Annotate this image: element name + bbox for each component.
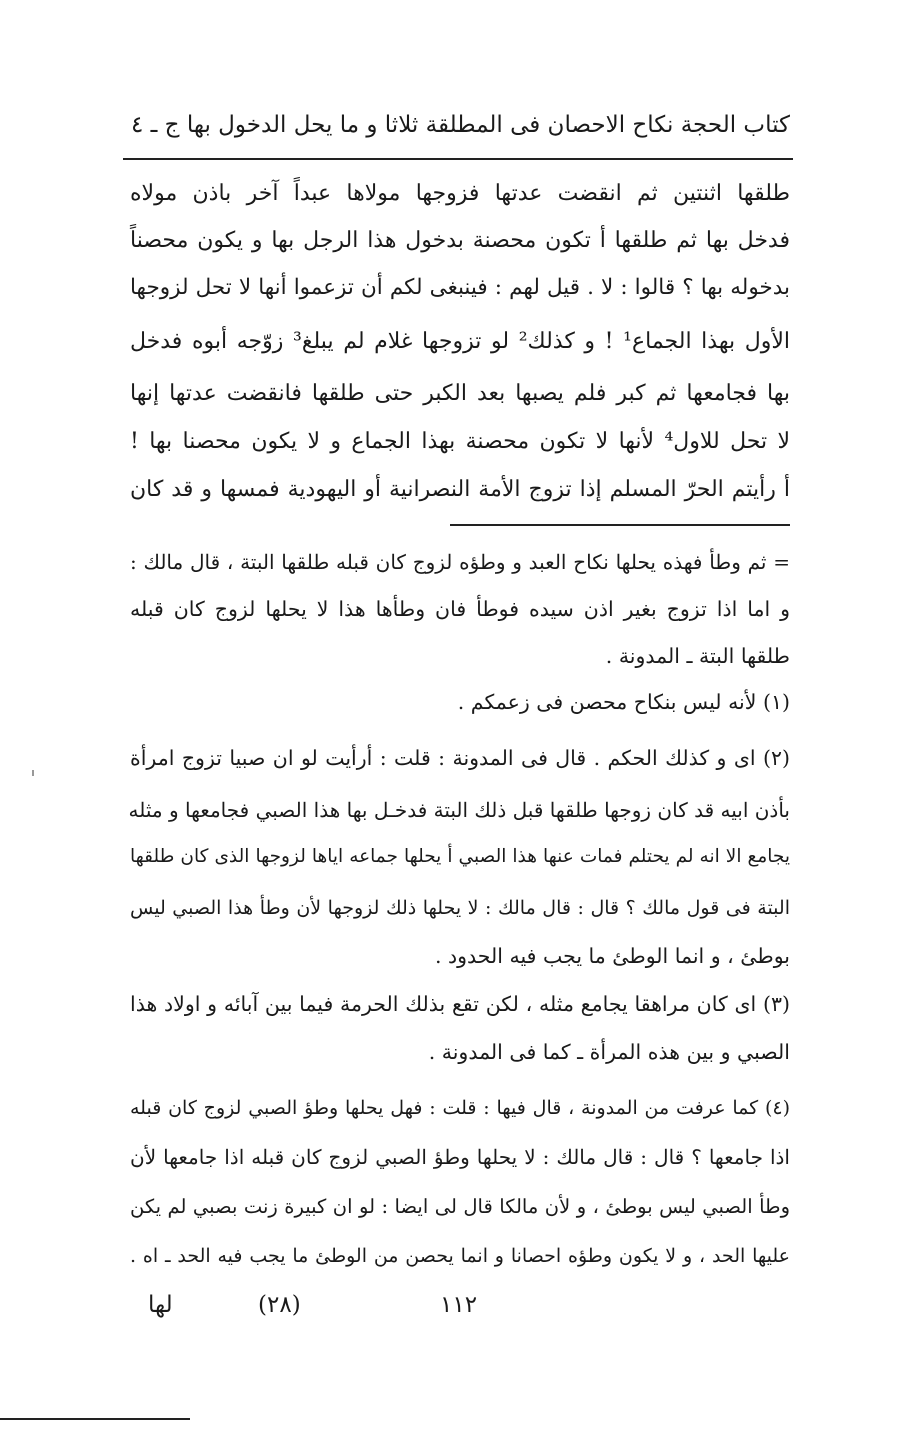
main-text-line: بها فجامعها ثم كبر فلم يصبها بعد الكبر حتى طلقها فانقضت عدتها إنها <box>130 381 790 406</box>
header-rule <box>123 158 793 160</box>
running-header: كتاب الحجة نكاح الاحصان فى المطلقة ثلاثا و ما يحل الدخول بها ج ـ ٤ <box>130 112 790 138</box>
footnote-separator <box>450 524 790 526</box>
footnote-line: يجامع الا انه لم يحتلم فمات عنها هذا الصبي أ يحلها جماعه اياها لزوجها الذى كان طلقها <box>130 846 790 867</box>
footnote-line: اذا جامعها ؟ قال : قال مالك : لا يحلها وطؤ الصبي لزوج كان قبله اذا جامعها لأن <box>130 1145 790 1169</box>
footnote-line: بأذن ابيه قد كان زوجها طلقها قبل ذلك البتة فدخـل بها هذا الصبي فجامعها و مثله <box>128 798 790 822</box>
footnote-line: البتة فى قول مالك ؟ قال : قال مالك : لا يحلها ذلك لزوجها لأن وطأ هذا الصبي ليس <box>130 897 790 919</box>
main-text-line: طلقها اثنتين ثم انقضت عدتها فزوجها مولاها عبداً آخر باذن مولاه <box>130 181 790 206</box>
main-text-line: لا تحل للاول⁴ لأنها لا تكون محصنة بهذا الجماع و لا يكون محصنا بها ! <box>130 429 790 454</box>
catchword: لها <box>148 1292 173 1318</box>
footnote-line: = ثم وطأ فهذه يحلها نكاح العبد و وطؤه لزوج كان قبله طلقها البتة ، قال مالك : <box>130 550 790 574</box>
footnote-line: طلقها البتة ـ المدونة . <box>605 644 790 668</box>
main-text-line: بدخوله بها ؟ قالوا : لا . قيل لهم : فينبغى لكم أن تزعموا أنها لا تحل لزوجها <box>130 275 790 300</box>
main-text-line: فدخل بها ثم طلقها أ تكون محصنة بدخول هذا الرجل بها و يكون محصناً <box>130 228 790 253</box>
footnote-line: (٤) كما عرفت من المدونة ، قال فيها : قلت : فهل يحلها وطؤ الصبي لزوج كان قبله <box>130 1097 790 1119</box>
signature-mark: (٢٨) <box>258 1292 301 1318</box>
footnote-line: الصبي و بين هذه المرأة ـ كما فى المدونة . <box>428 1040 790 1064</box>
page-number: ١١٢ <box>440 1292 478 1318</box>
footnote-line: (٢) اى و كذلك الحكم . قال فى المدونة : قلت : أرأيت لو ان صبيا تزوج امرأة <box>130 746 790 770</box>
scan-edge-line <box>0 1418 190 1420</box>
footnote-line: عليها الحد ، و لا يكون وطؤه احصانا و انما يحصن من الوطئ ما يجب فيه الحد ـ اه . <box>130 1245 790 1267</box>
footnote-line: بوطئ ، و انما الوطئ ما يجب فيه الحدود . <box>434 944 790 968</box>
footnote-line: وطأ الصبي ليس بوطئ ، و لأن مالكا قال لى ايضا : لو ان كبيرة زنت بصبي لم يكن <box>130 1195 790 1218</box>
footnote-line: و اما اذا تزوج بغير اذن سيده فوطأ فان وطأها هذا لا يحلها لزوج كان قبله <box>130 597 790 621</box>
main-text-line: الأول بهذا الجماع¹ ! و كذلك² لو تزوجها غلام لم يبلغ³ زوّجه أبوه فدخل <box>130 329 790 354</box>
footnote-line: (٣) اى كان مراهقا يجامع مثله ، لكن تقع بذلك الحرمة فيما بين آبائه و اولاد هذا <box>130 992 790 1016</box>
scan-speck <box>32 770 34 776</box>
footnote-line: (١) لأنه ليس بنكاح محصن فى زعمكم . <box>457 690 790 714</box>
main-text-line: أ رأيتم الحرّ المسلم إذا تزوج الأمة النصرانية أو اليهودية فمسها و قد كان <box>130 477 790 502</box>
